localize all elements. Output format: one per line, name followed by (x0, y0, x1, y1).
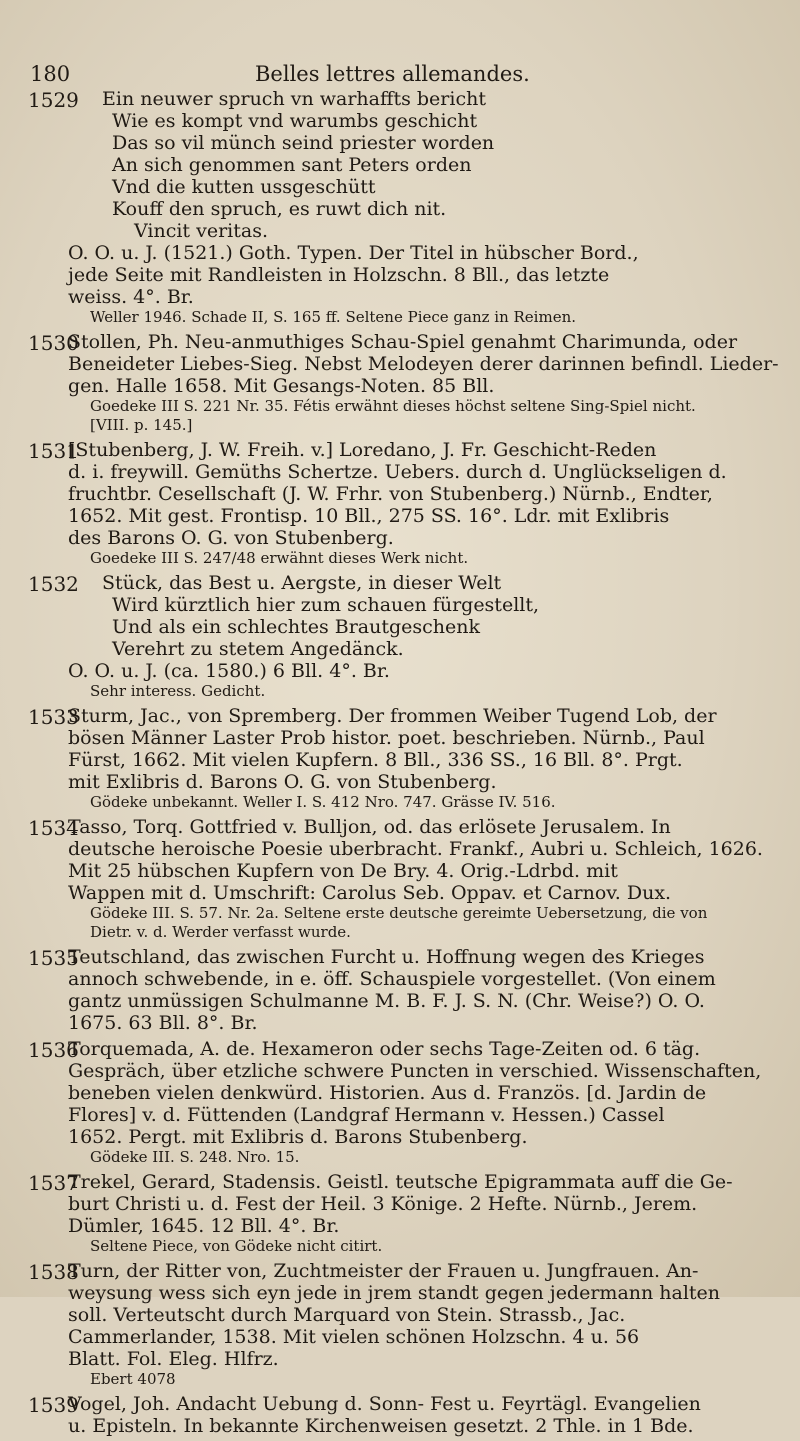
entry-number: 1533 (28, 705, 79, 729)
entry-line: deutsche heroische Poesie uberbracht. Frankf., Aubri u. Schleich, 1626. (68, 838, 763, 860)
entry-note: Gödeke III. S. 248. Nro. 15. (90, 1148, 300, 1166)
entry-line: Teutschland, das zwischen Furcht u. Hoffnung wegen des Krieges (68, 946, 705, 968)
running-title: Belles lettres allemandes. (255, 62, 530, 86)
entry-number: 1534 (28, 816, 79, 840)
entry-line: Stollen, Ph. Neu-anmuthiges Schau-Spiel genahmt Charimunda, oder (68, 331, 738, 353)
catalogue-entry (0, 88, 740, 327)
entry-line: jede Seite mit Randleisten in Holzschn. 8 Bll., das letzte (68, 264, 610, 286)
page-header (0, 30, 740, 86)
verse-line: Und als ein schlechtes Brautgeschenk (112, 616, 481, 638)
entry-line: Sturm, Jac., von Spremberg. Der frommen Weiber Tugend Lob, der (68, 705, 717, 727)
catalogue-entry (0, 1393, 740, 1437)
entry-line: Tasso, Torq. Gottfried v. Bulljon, od. das erlösete Jerusalem. In (68, 816, 671, 838)
entry-note: Weller 1946. Schade II, S. 165 ff. Seltene Piece ganz in Reimen. (90, 308, 577, 326)
entry-number: 1535 (28, 946, 79, 970)
entry-number: 1529 (28, 88, 79, 112)
catalogue-entry (0, 946, 740, 1034)
entry-number: 1538 (28, 1260, 79, 1284)
entry-line: Vogel, Joh. Andacht Uebung d. Sonn- Fest u. Feyrtägl. Evangelien (68, 1393, 701, 1415)
entry-line: Fürst, 1662. Mit vielen Kupfern. 8 Bll., 336 SS., 16 Bll. 8°. Prgt. (68, 749, 683, 771)
entry-line: Dümler, 1645. 12 Bll. 4°. Br. (68, 1215, 340, 1237)
entry-number: 1530 (28, 331, 79, 355)
entry-line: Gespräch, über etzliche schwere Puncten in verschied. Wissenschaften, (68, 1060, 762, 1082)
verse-line: Vnd die kutten ussgeschütt (112, 176, 376, 198)
entry-line: gantz unmüssigen Schulmanne M. B. F. J. S. N. (Chr. Weise?) O. O. (68, 990, 705, 1012)
page-number: 180 (30, 62, 71, 86)
entry-number: 1537 (28, 1171, 79, 1195)
catalogue-entry (0, 331, 779, 435)
entry-note: [VIII. p. 145.] (90, 416, 193, 434)
entry-number: 1531 (28, 439, 79, 463)
entry-line: 1675. 63 Bll. 8°. Br. (68, 1012, 258, 1034)
verse-line: Stück, das Best u. Aergste, in dieser Welt (102, 572, 502, 594)
entry-line: soll. Verteutscht durch Marquard von Stein. Strassb., Jac. (68, 1304, 626, 1326)
verse-line: Wird kürztlich hier zum schauen fürgestellt, (112, 594, 540, 616)
entry-line: gen. Halle 1658. Mit Gesangs-Noten. 85 Bll. (68, 375, 495, 397)
entry-number: 1536 (28, 1038, 79, 1062)
entry-line: Trekel, Gerard, Stadensis. Geistl. teutsche Epigrammata auff die Ge- (68, 1171, 733, 1193)
verse-line: Verehrt zu stetem Angedänck. (112, 638, 404, 660)
entry-line: annoch schwebende, in e. öff. Schauspiele vorgestellet. (Von einem (68, 968, 716, 990)
entry-line: Turn, der Ritter von, Zuchtmeister der Frauen u. Jungfrauen. An- (68, 1260, 699, 1282)
entry-line: burt Christi u. d. Fest der Heil. 3 Könige. 2 Hefte. Nürnb., Jerem. (68, 1193, 698, 1215)
entry-note: Goedeke III S. 247/48 erwähnt dieses Werk nicht. (90, 549, 469, 567)
catalogue-entry (0, 1260, 740, 1389)
verse-line: An sich genommen sant Peters orden (112, 154, 472, 176)
entry-line: fruchtbr. Cesellschaft (J. W. Frhr. von Stubenberg.) Nürnb., Endter, (68, 483, 713, 505)
entry-line: d. i. freywill. Gemüths Schertze. Uebers. durch d. Unglückseligen d. (68, 461, 727, 483)
verse-line: Kouff den spruch, es ruwt dich nit. (112, 198, 447, 220)
verse-line: Wie es kompt vnd warumbs geschicht (112, 110, 478, 132)
catalogue-entry (0, 816, 763, 942)
verse-line: Das so vil münch seind priester worden (112, 132, 495, 154)
entry-line: weysung wess sich eyn jede in jrem standt gegen jedermann halten (68, 1282, 721, 1304)
verse-title (68, 88, 740, 242)
entry-note: Seltene Piece, von Gödeke nicht citirt. (90, 1237, 383, 1255)
entry-line: mit Exlibris d. Barons O. G. von Stubenberg. (68, 771, 497, 793)
entry-note: Gödeke III. S. 57. Nr. 2a. Seltene erste deutsche gereimte Uebersetzung, die von (90, 904, 708, 922)
entry-line: Torquemada, A. de. Hexameron oder sechs Tage-Zeiten od. 6 täg. (68, 1038, 701, 1060)
catalogue-entry (0, 705, 740, 812)
entry-line: O. O. u. J. (ca. 1580.) 6 Bll. 4°. Br. (68, 660, 390, 682)
entry-line: Flores] v. d. Füttenden (Landgraf Hermann v. Hessen.) Cassel (68, 1104, 665, 1126)
entry-line: Blatt. Fol. Eleg. Hlfrz. (68, 1348, 279, 1370)
entry-note: Dietr. v. d. Werder verfasst wurde. (90, 923, 351, 941)
entry-line: [Stubenberg, J. W. Freih. v.] Loredano, J. Fr. Geschicht-Reden (68, 439, 657, 461)
catalogue-entry (0, 1171, 740, 1256)
catalogue-entry (0, 439, 740, 568)
entry-line: Mit 25 hübschen Kupfern von De Bry. 4. Orig.-Ldrbd. mit (68, 860, 618, 882)
entry-line: u. Episteln. In bekannte Kirchenweisen gesetzt. 2 Thle. in 1 Bde. (68, 1415, 694, 1437)
verse-title (68, 572, 740, 660)
entry-line: bösen Männer Laster Prob histor. poet. beschrieben. Nürnb., Paul (68, 727, 705, 749)
catalogue-entry (0, 1038, 762, 1167)
entry-line: Beneideter Liebes-Sieg. Nebst Melodeyen derer darinnen befindl. Lieder- (68, 353, 779, 375)
catalogue-entry (0, 572, 740, 701)
entry-line: Cammerlander, 1538. Mit vielen schönen Holzschn. 4 u. 56 (68, 1326, 640, 1348)
entry-note: Sehr interess. Gedicht. (90, 682, 266, 700)
entry-line: des Barons O. G. von Stubenberg. (68, 527, 394, 549)
entry-line: Wappen mit d. Umschrift: Carolus Seb. Oppav. et Carnov. Dux. (68, 882, 672, 904)
entry-note: Ebert 4078 (90, 1370, 176, 1388)
entry-note: Gödeke unbekannt. Weller I. S. 412 Nro. 747. Grässe IV. 516. (90, 793, 556, 811)
entry-line: beneben vielen denkwürd. Historien. Aus d. Französ. [d. Jardin de (68, 1082, 707, 1104)
entry-number: 1539 (28, 1393, 79, 1417)
entry-number: 1532 (28, 572, 79, 596)
entry-line: 1652. Pergt. mit Exlibris d. Barons Stubenberg. (68, 1126, 528, 1148)
verse-line: Ein neuwer spruch vn warhaffts bericht (102, 88, 486, 110)
entry-line: 1652. Mit gest. Frontisp. 10 Bll., 275 SS. 16°. Ldr. mit Exlibris (68, 505, 670, 527)
catalogue-entries (0, 88, 779, 1441)
entry-note: Goedeke III S. 221 Nr. 35. Fétis erwähnt dieses höchst seltene Sing-Spiel nicht. (90, 397, 696, 415)
verse-line: Vincit veritas. (134, 220, 268, 242)
entry-line: O. O. u. J. (1521.) Goth. Typen. Der Titel in hübscher Bord., (68, 242, 639, 264)
entry-line: weiss. 4°. Br. (68, 286, 194, 308)
